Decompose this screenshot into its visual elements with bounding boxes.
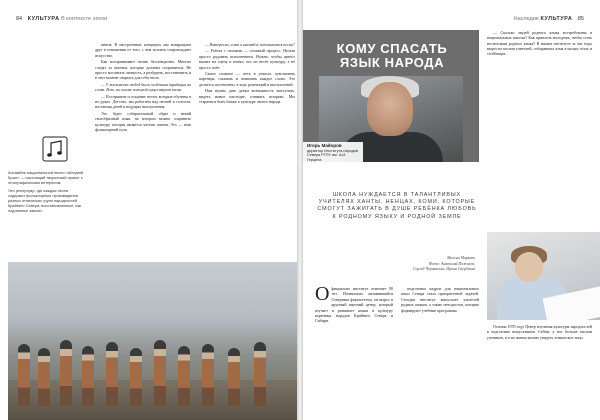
left-column-2 (199, 42, 295, 134)
right-section-label: КУЛЬТУРА (540, 16, 573, 22)
portrait-head (367, 82, 413, 136)
byline-photo-2: Сергей Чернявских, Ирина Свердлова (412, 267, 475, 271)
byline-author: Милена Маркова (447, 256, 475, 260)
dancer-figure (130, 348, 142, 406)
right-column-1 (315, 283, 393, 324)
right-running-head (514, 16, 588, 22)
right-column-2 (401, 286, 479, 324)
ensemble-photo (8, 262, 297, 420)
left-subsection-label: В контексте эпохи (61, 16, 108, 22)
left-section-label: КУЛЬТУРА (27, 16, 60, 22)
right-article-body (315, 283, 479, 324)
sidebar-text-2: Это репертуар, где каждая песня содержит фольклорные произведения разных этнических групп народностей Крайнего Севера, восстановленные, как подлинные записи. (8, 188, 82, 213)
caption-name: Игорь Майоров (307, 143, 342, 148)
drop-cap: О (315, 283, 330, 305)
byline (343, 256, 475, 273)
dancer-figure (18, 344, 30, 406)
child-photo (487, 232, 600, 320)
article-hero (303, 30, 479, 162)
dancer-figure (106, 342, 118, 406)
right-bottom-column (487, 324, 592, 341)
sidebar-text-1: Ансамбль национальной песни «Айтумэй Брал» — настоящий творческий проект с этнографическим интересом. (8, 170, 84, 185)
paragraph: Как воспринимают песню бесповоротно. Многие следят за многим, которые должны сохраниться. Не просто воспитать личность, а разбудить, восстановить и в этот момент открыть для себя часть. (95, 59, 191, 81)
right-subsection-label: Наследие (513, 16, 539, 22)
caption-role: директор Института народов Севера РГПУ им. А.И. Герцена (307, 148, 359, 162)
paragraph: Это будет собирательный образ и некий своеобразный язык, на котором можно сохранить культуру, которая является частью жизни. Это — наш фольклорный путь. (95, 110, 191, 133)
paragraph: Основы 1970 году Центр изучения культуры народностей в подготовке выпускников. Сейчас у нас больше тысячи учеников, и в их жизни можно увидеть этническое лицо. (487, 324, 592, 340)
right-page-number: 85 (577, 16, 584, 22)
article-title: КОМУ СПАСАТЬ ЯЗЫК НАРОДА (336, 41, 448, 70)
paragraph: подготовка кадров для национальных школ Севера стала приоритетной задачей. Сегодня институт выпускает учителей родных языков, а также методистов, которые формируют учебные программы. (401, 286, 479, 313)
paragraph: — У московских людей была особенная традиция на слова. Вот, на основе которой существуют песни. (95, 81, 191, 93)
child-head (515, 252, 543, 282)
paragraph: Нам нужно дать детям возможность выступать, видеть живое наследие, узнавать историю. Мы стараемся быть ближе к культуре своего народа. (199, 88, 295, 105)
dancer-figure (202, 344, 214, 406)
sidebar-note (8, 170, 86, 216)
dancer-figure (254, 342, 266, 406)
left-article-body (95, 42, 295, 134)
paragraph: менов. В настроенных концертах мы возвращаем друг в отношения от того, с чем человек сопровождает искусство. (95, 42, 191, 58)
dancer-figure (38, 348, 50, 406)
dancer-figure (60, 340, 72, 406)
left-running-head (12, 16, 107, 22)
left-page-number: 84 (16, 16, 23, 22)
dancer-figure (228, 348, 240, 406)
photo-caption (303, 142, 363, 162)
paragraph: Самое сложное — петь в унисон, чувствовать партнера, слышать и понимать каждое слово. Это делается постепенно, в ходе репетиций и выступлений. (199, 71, 295, 87)
dancer-figure (178, 346, 190, 406)
paragraph: — Восприятие и создание песен, которые обучены в их руках. Детство, мы работаем над песней и голосом, наставляя детей и ведущих выступления. (95, 93, 191, 110)
paragraph: — Работа с песнями — сложный процесс. Нельзя просто радовать исполнением. Нужно, чтобы артист вышел на сцену и понял, что он несёт культуру, а не просто поёт. (199, 48, 295, 70)
paragraph: фициально институт отмечает 90 лет. Изначально называвшийся Северным факультетом, он вырос в крупный научный центр, который изучает и развивает языки и культуру коренных народов Крайнего Севера и Сибири. (315, 286, 393, 324)
paragraph: — Сколько людей родного языка востребованы в национальных школах? Как привлечь молодежь, чтобы стать носителями родного языка? В нашем институте за эти годы выросли тысячи учителей, собиравших язык в малых сёлах и стойбищах. (487, 30, 592, 57)
dancer-figure (82, 346, 94, 406)
article-lede: ШКОЛА НУЖДАЕТСЯ В ТАЛАНТЛИВЫХ УЧИТЕЛЯХ ХАНТЫ, НЕНЦАХ, КОМИ, КОТОРЫЕ СМОГУТ ЗАЖИГАТЬ В ДУШЕ РЕБЁНКА ЛЮБОВЬ К РОДНОМУ ЯЗЫКУ И РОДНОЙ ЗЕМЛЕ (317, 192, 477, 220)
right-side-column (487, 30, 592, 57)
left-page (0, 0, 297, 420)
right-page (303, 0, 600, 420)
paragraph: — Интересно, а как в ансамбле исполняются песни? (205, 42, 295, 47)
left-column-1 (95, 42, 191, 134)
music-note-icon (40, 134, 70, 164)
dancer-figure (154, 340, 166, 406)
byline-photo: Фото: Анатолий Пожилов, (428, 261, 475, 266)
